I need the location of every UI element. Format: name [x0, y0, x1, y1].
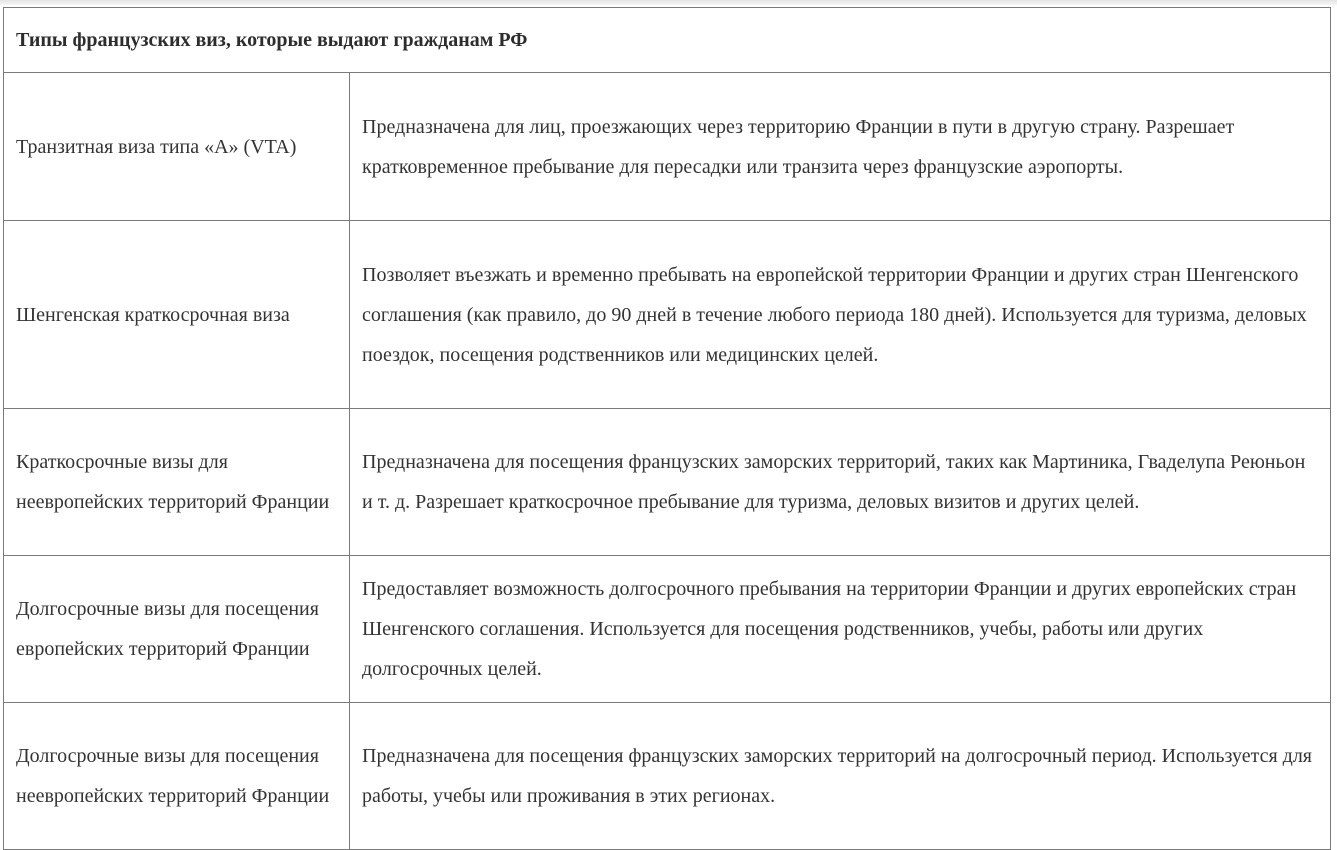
visa-description-cell: Предназначена для посещения французских заморских территорий, таких как Мартиника, Гваделупа Реюньон и т. д. Разрешает краткосрочное пребывание для туризма, деловых визитов и других целей. — [350, 409, 1331, 556]
visa-description-cell: Предназначена для лиц, проезжающих через территорию Франции в пути в другую страну. Разрешает кратковременное пребывание для пересадки или транзита через французские аэропорты. — [350, 73, 1331, 221]
visa-type-cell: Транзитная виза типа «А» (VTA) — [4, 73, 350, 221]
page-top-edge — [0, 0, 1337, 5]
table-row — [4, 703, 1331, 850]
table-header-row — [4, 8, 1331, 73]
table-row — [4, 73, 1331, 221]
visa-description-cell: Предоставляет возможность долгосрочного пребывания на территории Франции и других европейских стран Шенгенского соглашения. Используется для посещения родственников, учебы, работы или других долгосрочных целей. — [350, 556, 1331, 703]
table-title: Типы французских виз, которые выдают гражданам РФ — [4, 8, 1331, 73]
visa-type-cell: Шенгенская краткосрочная виза — [4, 221, 350, 409]
visa-description-cell: Предназначена для посещения французских заморских территорий на долгосрочный период. Используется для работы, учебы или проживания в этих регионах. — [350, 703, 1331, 850]
table-row — [4, 409, 1331, 556]
visa-description-cell: Позволяет въезжать и временно пребывать на европейской территории Франции и других стран Шенгенского соглашения (как правило, до 90 дней в течение любого периода 180 дней). Используется для туризма, деловых поездок, посещения родственников или медицинских целей. — [350, 221, 1331, 409]
visa-types-table — [3, 7, 1331, 850]
visa-type-cell: Краткосрочные визы для неевропейских территорий Франции — [4, 409, 350, 556]
table-row — [4, 556, 1331, 703]
visa-type-cell: Долгосрочные визы для посещения европейских территорий Франции — [4, 556, 350, 703]
visa-type-cell: Долгосрочные визы для посещения неевропейских территорий Франции — [4, 703, 350, 850]
table-row — [4, 221, 1331, 409]
